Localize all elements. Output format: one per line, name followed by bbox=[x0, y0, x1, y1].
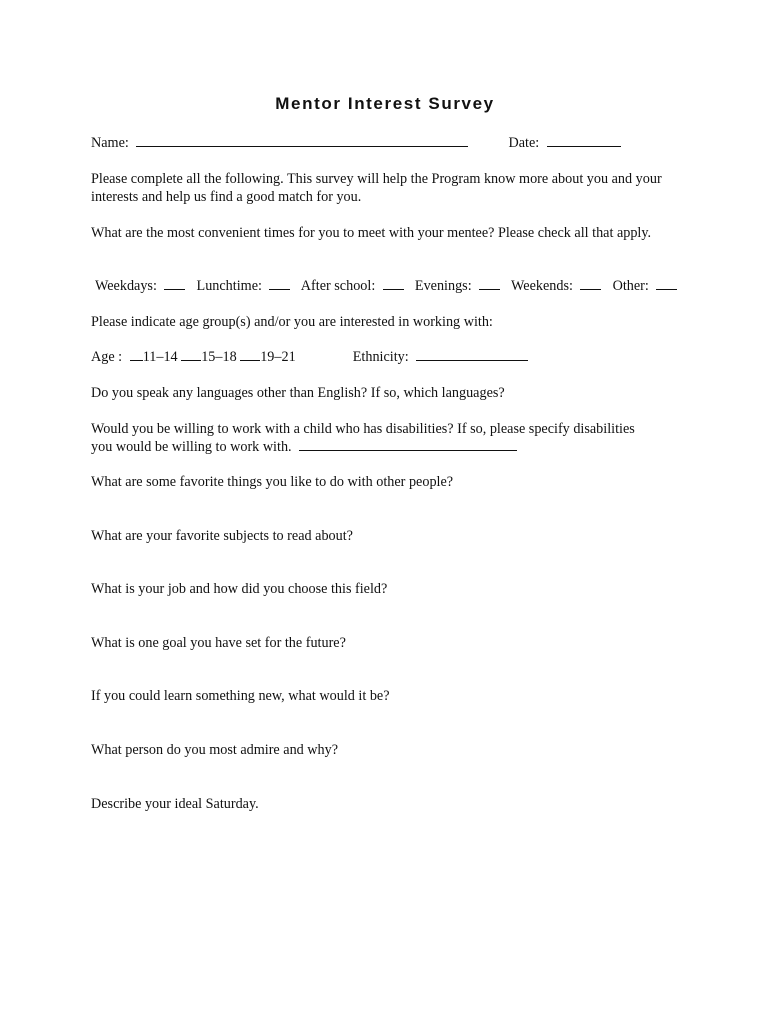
weekdays-label: Weekdays: bbox=[95, 278, 157, 294]
name-input-line[interactable] bbox=[136, 134, 468, 147]
question-goal: What is one goal you have set for the future? bbox=[91, 635, 346, 651]
date-label: Date: bbox=[508, 135, 540, 151]
date-input-line[interactable] bbox=[547, 134, 621, 147]
ethnicity-input-line[interactable] bbox=[416, 348, 528, 361]
name-label: Name: bbox=[91, 135, 129, 151]
other-check-line[interactable] bbox=[656, 277, 677, 290]
evenings-label: Evenings: bbox=[414, 278, 472, 294]
page-title: Mentor Interest Survey bbox=[275, 94, 495, 113]
question-learn-new: If you could learn something new, what would it be? bbox=[91, 688, 390, 704]
ethnicity-label: Ethnicity: bbox=[352, 349, 409, 365]
other-label: Other: bbox=[612, 278, 649, 294]
intro-text: Please complete all the following. This survey will help the Program know more about you and your interests and help us find a good match for you. bbox=[91, 171, 662, 205]
languages-question: Do you speak any languages other than English? If so, which languages? bbox=[91, 385, 505, 401]
question-admire: What person do you most admire and why? bbox=[91, 742, 339, 758]
question-ideal-saturday: Describe your ideal Saturday. bbox=[91, 796, 259, 812]
age-option-19-21: 19–21 bbox=[260, 349, 296, 365]
after-school-label: After school: bbox=[300, 278, 376, 294]
weekdays-check-line[interactable] bbox=[164, 277, 185, 290]
age-question: Please indicate age group(s) and/or you are interested in working with: bbox=[91, 314, 493, 330]
age-19-21-check-line[interactable] bbox=[240, 348, 260, 361]
age-option-11-14: 11–14 bbox=[142, 349, 178, 365]
weekends-check-line[interactable] bbox=[580, 277, 601, 290]
age-ethnicity-row bbox=[91, 348, 528, 366]
after-school-check-line[interactable] bbox=[383, 277, 404, 290]
age-label: Age : bbox=[91, 349, 123, 365]
lunchtime-label: Lunchtime: bbox=[196, 278, 262, 294]
times-question: What are the most convenient times for you to meet with your mentee? Please check all that apply. bbox=[91, 225, 652, 241]
age-11-14-check-line[interactable] bbox=[130, 348, 143, 361]
disabilities-question-text: you would be willing to work with. bbox=[91, 439, 292, 455]
question-job: What is your job and how did you choose this field? bbox=[91, 581, 388, 597]
disabilities-input-line[interactable] bbox=[299, 438, 517, 451]
lunchtime-check-line[interactable] bbox=[269, 277, 290, 290]
question-favorite-subjects: What are your favorite subjects to read about? bbox=[91, 528, 353, 544]
question-favorite-things: What are some favorite things you like to do with other people? bbox=[91, 474, 454, 490]
weekends-label: Weekends: bbox=[511, 278, 573, 294]
disabilities-question-line-1: Would you be willing to work with a child who has disabilities? If so, please specify disabilities bbox=[91, 421, 635, 437]
age-option-15-18: 15–18 bbox=[201, 349, 237, 365]
age-15-18-check-line[interactable] bbox=[181, 348, 201, 361]
times-options-row bbox=[95, 277, 677, 295]
disabilities-question-line-2 bbox=[91, 438, 517, 456]
name-date-row bbox=[91, 134, 621, 152]
evenings-check-line[interactable] bbox=[479, 277, 500, 290]
